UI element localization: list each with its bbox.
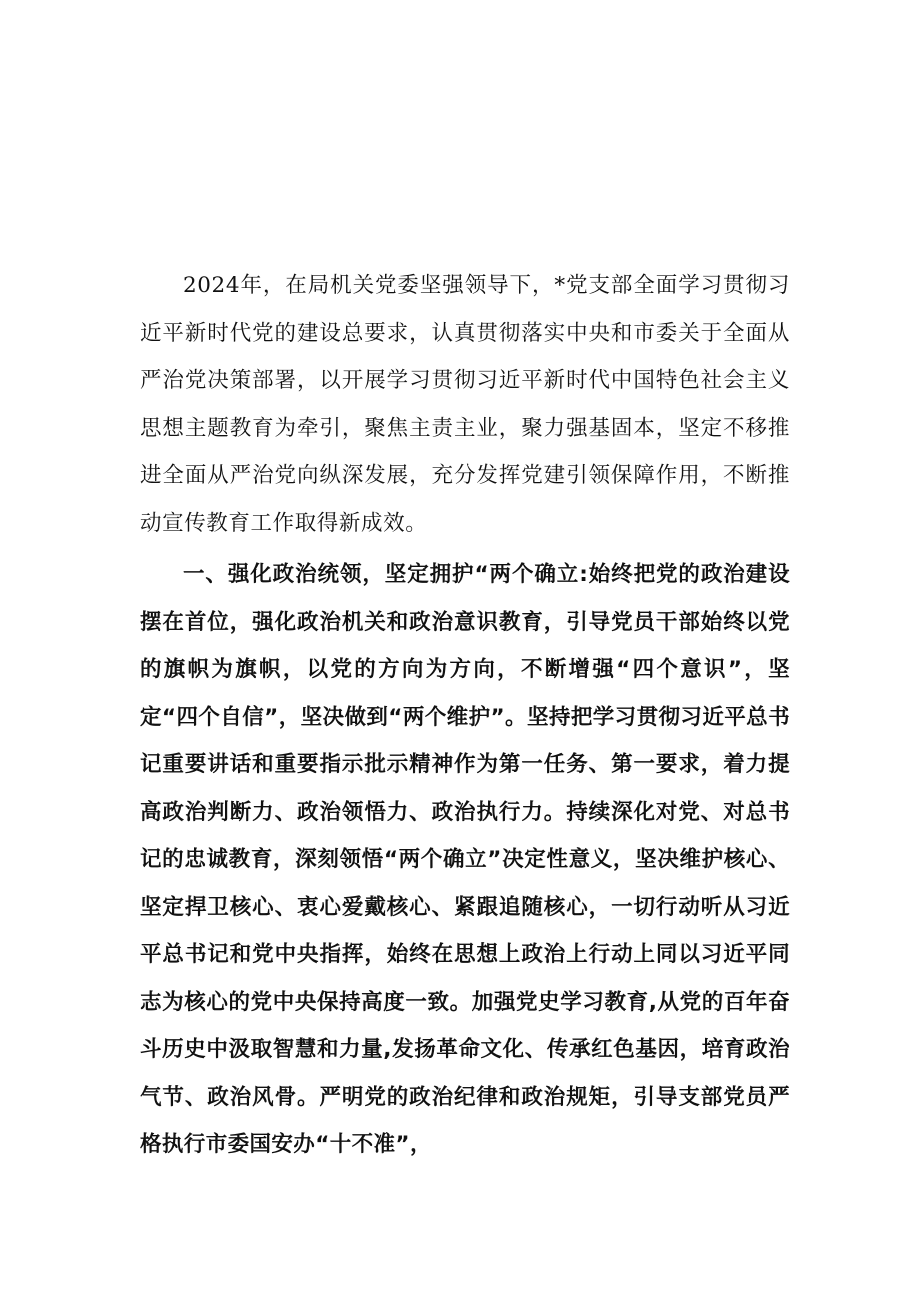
section-one-paragraph: 一、强化政治统领，坚定拥护“两个确立:始终把党的政治建设摆在首位，强化政治机关和政治意识教育，引导党员干部始终以党的旗帜为旗帜，以党的方向为方向，不断增强“四个意识”，坚定“四个自信”，坚决做到“两个维护”。坚持把学习贯彻习近平总书记重要讲话和重要指示批示精神作为第一任务、第一要求，着力提高政治判断力、政治领悟力、政治执行力。持续深化对党、对总书记的忠诚教育，深刻领悟“两个确立”决定性意义，坚决维护核心、坚定捍卫核心、衷心爱戴核心、紧跟追随核心，一切行动听从习近平总书记和党中央指挥，始终在思想上政治上行动上同以习近平同志为核心的党中央保持高度一致。加强党史学习教育,从党的百年奋斗历史中汲取智慧和力量,发扬革命文化、传承红色基因，培育政治气节、政治风骨。严明党的政治纪律和政治规矩，引导支部党员严格执行市委国安办“十不准”， — [140, 562, 790, 1157]
intro-paragraph: 2024年，在局机关党委坚强领导下，*党支部全面学习贯彻习近平新时代党的建设总要求，认真贯彻落实中央和市委关于全面从严治党决策部署，以开展学习贯彻习近平新时代中国特色社会主义思想主题教育为牵引，聚焦主责主业，聚力强基固本，坚定不移推进全面从严治党向纵深发展，充分发挥党建引领保障作用，不断推动宣传教育工作取得新成效。 — [140, 273, 790, 536]
document-body — [140, 262, 790, 1169]
